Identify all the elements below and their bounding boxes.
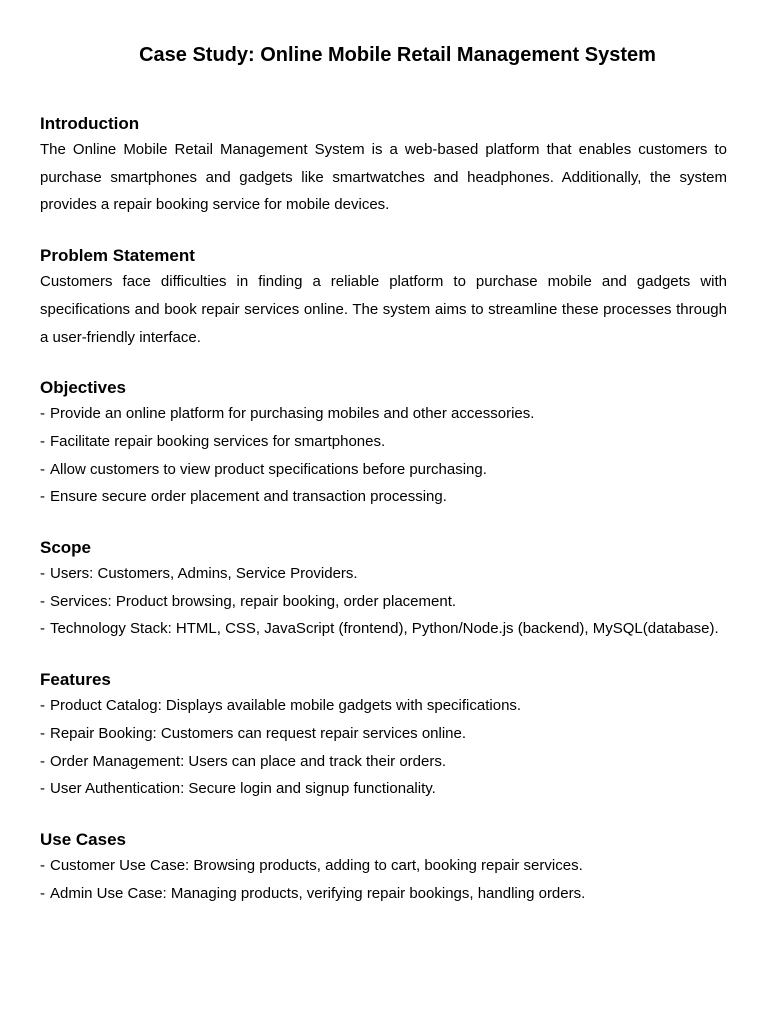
bullet-dash: - [40, 405, 45, 423]
objectives-list-item [40, 428, 727, 456]
feature-text: Repair Booking: Customers can request repair services online. [50, 724, 467, 742]
scope-list-item [40, 588, 727, 616]
bullet-dash: - [40, 592, 45, 610]
bullet-dash: - [40, 780, 45, 798]
features-list-item [40, 775, 727, 803]
bullet-dash: - [40, 752, 45, 770]
feature-text: User Authentication: Secure login and signup functionality. [50, 780, 436, 798]
feature-text: Order Management: Users can place and track their orders. [50, 752, 447, 770]
bullet-dash: - [40, 884, 45, 902]
scope-list-item [40, 560, 727, 588]
introduction-paragraph: The Online Mobile Retail Management System is a web-based platform that enables customers to purchase smartphones and gadgets like smartwatches and headphones. Additionally, the system provides a repair booking service for mobile devices. [40, 141, 727, 214]
objectives-heading: Objectives [40, 378, 126, 398]
use-cases-list [40, 852, 727, 907]
bullet-dash: - [40, 488, 45, 506]
bullet-dash: - [40, 697, 45, 715]
scope-list [40, 560, 727, 643]
introduction-heading: Introduction [40, 114, 140, 133]
objectives-list-item [40, 400, 727, 428]
objective-text: Allow customers to view product specifications before purchasing. [50, 460, 487, 478]
use-cases-list-item [40, 880, 727, 908]
features-list-item [40, 748, 727, 776]
scope-list-item [40, 615, 727, 643]
scope-text: Users: Customers, Admins, Service Providers. [50, 565, 358, 583]
objective-text: Facilitate repair booking services for smartphones. [50, 432, 386, 450]
objectives-list-item [40, 483, 727, 511]
document-title: Case Study: Online Mobile Retail Management System [139, 44, 656, 66]
features-list-item [40, 720, 727, 748]
feature-text: Product Catalog: Displays available mobile gadgets with specifications. [50, 697, 522, 715]
features-list-item [40, 692, 727, 720]
use-cases-heading: Use Cases [40, 829, 127, 849]
objectives-list-item [40, 456, 727, 484]
bullet-dash: - [40, 620, 45, 638]
bullet-dash: - [40, 460, 45, 478]
bullet-dash: - [40, 565, 45, 583]
scope-text: Technology Stack: HTML, CSS, JavaScript (frontend), Python/Node.js (backend), MySQL(database). [50, 620, 719, 638]
problem-statement-paragraph: Customers face difficulties in finding a reliable platform to purchase mobile and gadgets with specifications and book repair services online. The system aims to streamline these processes through a user-friendly interface. [40, 273, 727, 346]
bullet-dash: - [40, 856, 45, 874]
objective-text: Ensure secure order placement and transaction processing. [50, 488, 447, 506]
problem-statement-heading: Problem Statement [40, 246, 195, 266]
use-case-text: Customer Use Case: Browsing products, adding to cart, booking repair services. [50, 856, 583, 874]
scope-text: Services: Product browsing, repair booking, order placement. [50, 592, 457, 610]
use-case-text: Admin Use Case: Managing products, verifying repair bookings, handling orders. [50, 884, 586, 902]
features-list [40, 692, 727, 803]
scope-heading: Scope [40, 538, 92, 558]
use-cases-list-item [40, 852, 727, 880]
objectives-list [40, 400, 727, 511]
objective-text: Provide an online platform for purchasing mobiles and other accessories. [50, 405, 535, 423]
features-heading: Features [40, 670, 111, 690]
bullet-dash: - [40, 432, 45, 450]
bullet-dash: - [40, 724, 45, 742]
